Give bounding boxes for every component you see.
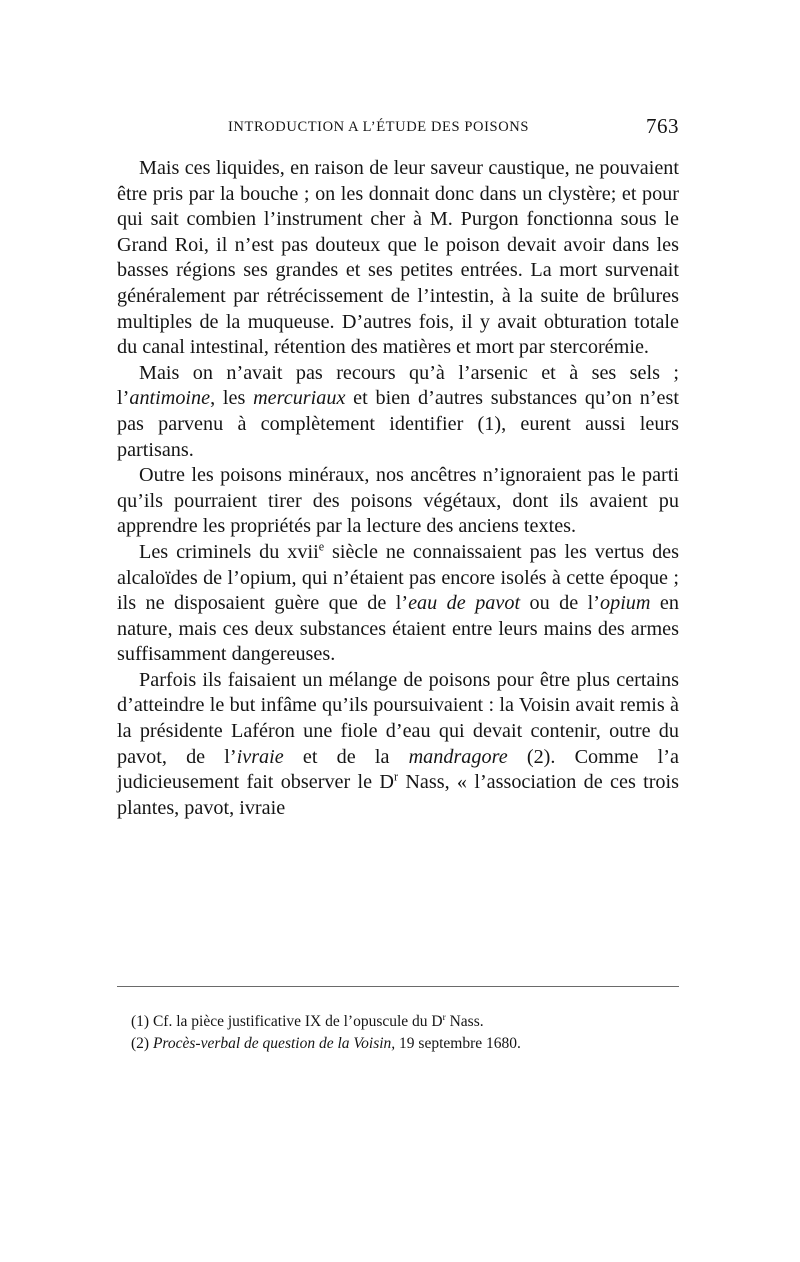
footnote: (1) Cf. la pièce justificative IX de l’opuscule du $D^r$ Nass.: [131, 1012, 484, 1030]
book-page: [117, 112, 679, 1052]
running-header: [117, 112, 679, 142]
paragraph: Les criminels du xvii$^e$ siècle ne connaissaient pas les vertus des alcaloïdes de l’opium, qui n’étaient pas encore isolés à cette époque ; ils ne disposaient guère que de l’eau de pavot ou de l’opium en nature, mais ces deux substances étaient entre leurs mains des armes suffisamment dangereuses.: [117, 539, 679, 666]
paragraph: Mais on n’avait pas recours qu’à l’arsenic et à ses sels ; l’antimoine, les mercuriaux et bien d’autres substances qu’on n’est pas parvenu à complètement identifier (1), eurent aussi leurs partisans.: [117, 361, 679, 461]
running-title: INTRODUCTION A L’ÉTUDE DES POISONS: [228, 119, 530, 135]
page-number: 763: [646, 114, 679, 138]
paragraph: Mais ces liquides, en raison de leur saveur caustique, ne pouvaient être pris par la bouche ; on les donnait donc dans un clystère; et pour qui sait combien l’instrument cher à M. Purgon fonctionna sous le Grand Roi, il n’est pas douteux que le poison devait avoir dans les basses régions ses grandes et ses petites entrées. La mort survenait généralement par rétrécissement de l’intestin, à la suite de brûlures multiples de la muqueuse. D’autres fois, il y avait obturation totale du canal intestinal, rétention des matières et mort par stercorémie.: [117, 157, 679, 359]
body-text: [117, 156, 679, 821]
paragraph: Parfois ils faisaient un mélange de poisons pour être plus certains d’atteindre le but infâme qu’ils poursuivaient : la Voisin avait remis à la présidente Laféron une fiole d’eau qui devait contenir, outre du pavot, de l’ivraie et de la mandragore (2). Comme l’a judicieusement fait observer le $D^r$ Nass, « l’association de ces trois plantes, pavot, ivraie: [117, 668, 679, 819]
footnote-divider: [117, 986, 679, 987]
paragraph: Outre les poisons minéraux, nos ancêtres n’ignoraient pas le parti qu’ils pourraient tirer des poisons végétaux, dont ils avaient pu apprendre les propriétés par la lecture des anciens textes.: [117, 464, 679, 538]
footnotes: [131, 1011, 671, 1055]
footnote: (2) Procès-verbal de question de la Voisin, 19 septembre 1680.: [131, 1035, 521, 1052]
